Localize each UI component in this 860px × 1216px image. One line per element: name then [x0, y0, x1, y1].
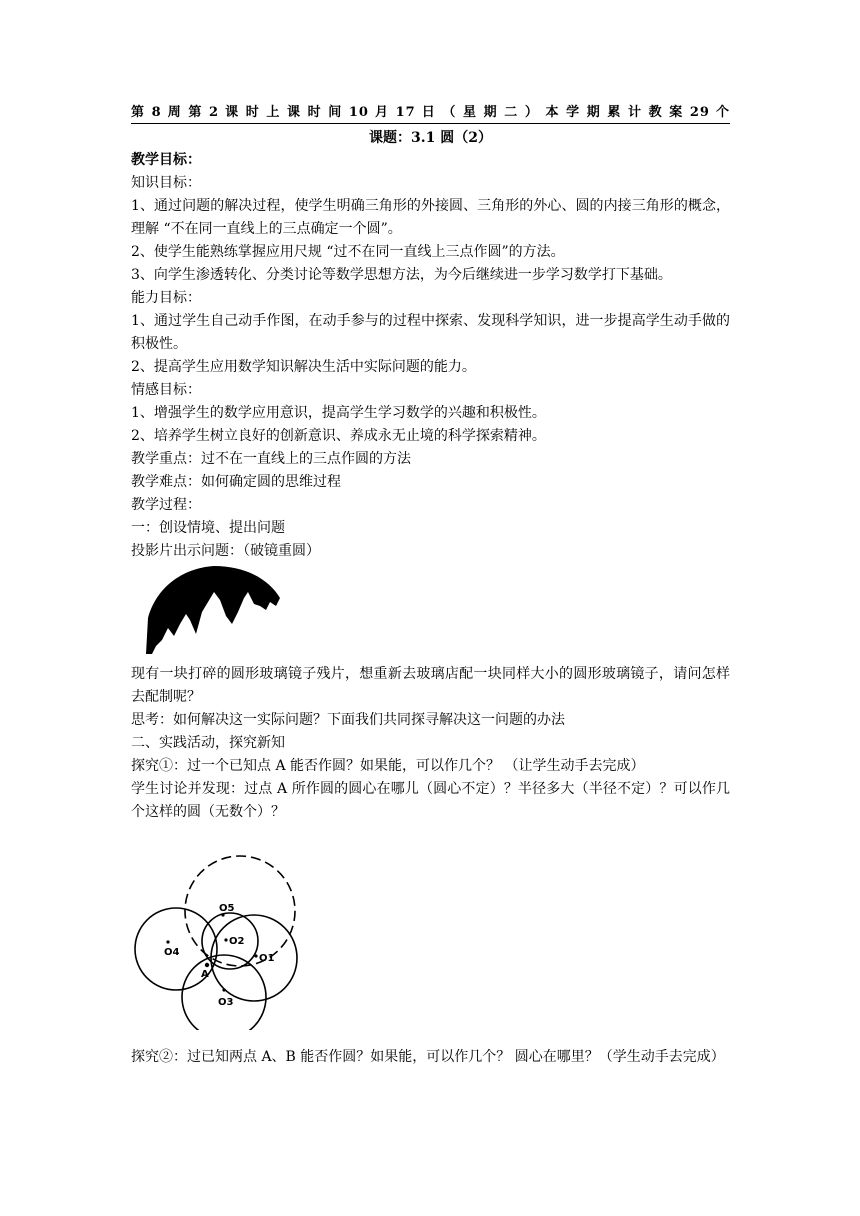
circle-o5: [185, 856, 295, 966]
ability-heading: 能力目标：: [131, 290, 201, 306]
emotion-heading: 情感目标：: [131, 382, 201, 398]
label-o1: O1: [259, 953, 275, 964]
process-heading: 教学过程：: [131, 497, 201, 513]
knowledge-heading: 知识目标：: [131, 175, 201, 191]
discussion-text: 学生讨论并发现：过点 A 所作圆的圆心在哪儿（圆心不定）？半径多大（半径不定）？可以作几个这样的圆（无数个）？: [131, 781, 730, 820]
emotion-item: 2、培养学生树立良好的创新意识、养成永无止境的科学探索精神。: [131, 428, 546, 444]
circles-through-point-figure: [128, 855, 308, 1030]
circle-o3: [182, 955, 266, 1030]
knowledge-item: 1、通过问题的解决过程，使学生明确三角形的外接圆、三角形的外心、圆的内接三角形的概念，理解 “不在同一直线上的三点确定一个圆”。: [131, 198, 730, 237]
objectives-section: [131, 149, 730, 563]
lesson-title: 课题：3.1 圆（2）: [369, 130, 492, 146]
point-a: [205, 963, 209, 967]
explore2-section: [131, 1046, 730, 1069]
emotion-item: 1、增强学生的数学应用意识，提高学生学习数学的兴趣和积极性。: [131, 405, 546, 421]
label-o3: O3: [218, 997, 234, 1008]
problem-section: [131, 663, 730, 824]
ability-item: 2、提高学生应用数学知识解决生活中实际问题的能力。: [131, 359, 476, 375]
broken-mirror-figure: [142, 558, 284, 658]
header-divider: [131, 123, 730, 124]
key-point: 教学重点：过不在一直线上的三点作圆的方法: [131, 451, 411, 467]
knowledge-item: 2、使学生能熟练掌握应用尺规 “过不在同一直线上三点作圆”的方法。: [131, 244, 565, 260]
projection-note: 投影片出示问题：（破镜重圆）: [131, 543, 320, 559]
explore2-text: 探究②：过已知两点 A、B 能否作圆？如果能，可以作几个？ 圆心在哪里？（学生动手去完成）: [131, 1049, 725, 1065]
difficulty: 教学难点：如何确定圆的思维过程: [131, 474, 341, 490]
explore1-text: 探究①：过一个已知点 A 能否作圆？如果能，可以作几个？ （让学生动手去完成）: [131, 758, 645, 774]
section2-title: 二、实践活动，探究新知: [131, 735, 285, 751]
knowledge-item: 3、向学生渗透转化、分类讨论等数学思想方法，为今后继续进一步学习数学打下基础。: [131, 267, 672, 283]
lesson-meta-line: 第 8 周 第 2 课 时 上 课 时 间 10 月 17 日 （ 星 期 二 ） 本 学 期 累 计 教 案 29 个: [131, 105, 730, 120]
label-a: A: [201, 969, 209, 980]
label-o2: O2: [229, 936, 245, 947]
label-o4: O4: [164, 947, 180, 958]
think-text: 思考：如何解决这一实际问题？下面我们共同探寻解决这一问题的办法: [131, 712, 565, 728]
problem-text: 现有一块打碎的圆形玻璃镜子残片，想重新去玻璃店配一块同样大小的圆形玻璃镜子，请问怎样去配制呢？: [131, 666, 730, 705]
label-o5: O5: [219, 903, 235, 914]
section1-title: 一：创设情境、提出问题: [131, 520, 285, 536]
ability-item: 1、通过学生自己动手作图，在动手参与的过程中探索、发现科学知识，进一步提高学生动手做的积极性。: [131, 313, 730, 352]
objectives-heading: 教学目标：: [131, 152, 201, 168]
